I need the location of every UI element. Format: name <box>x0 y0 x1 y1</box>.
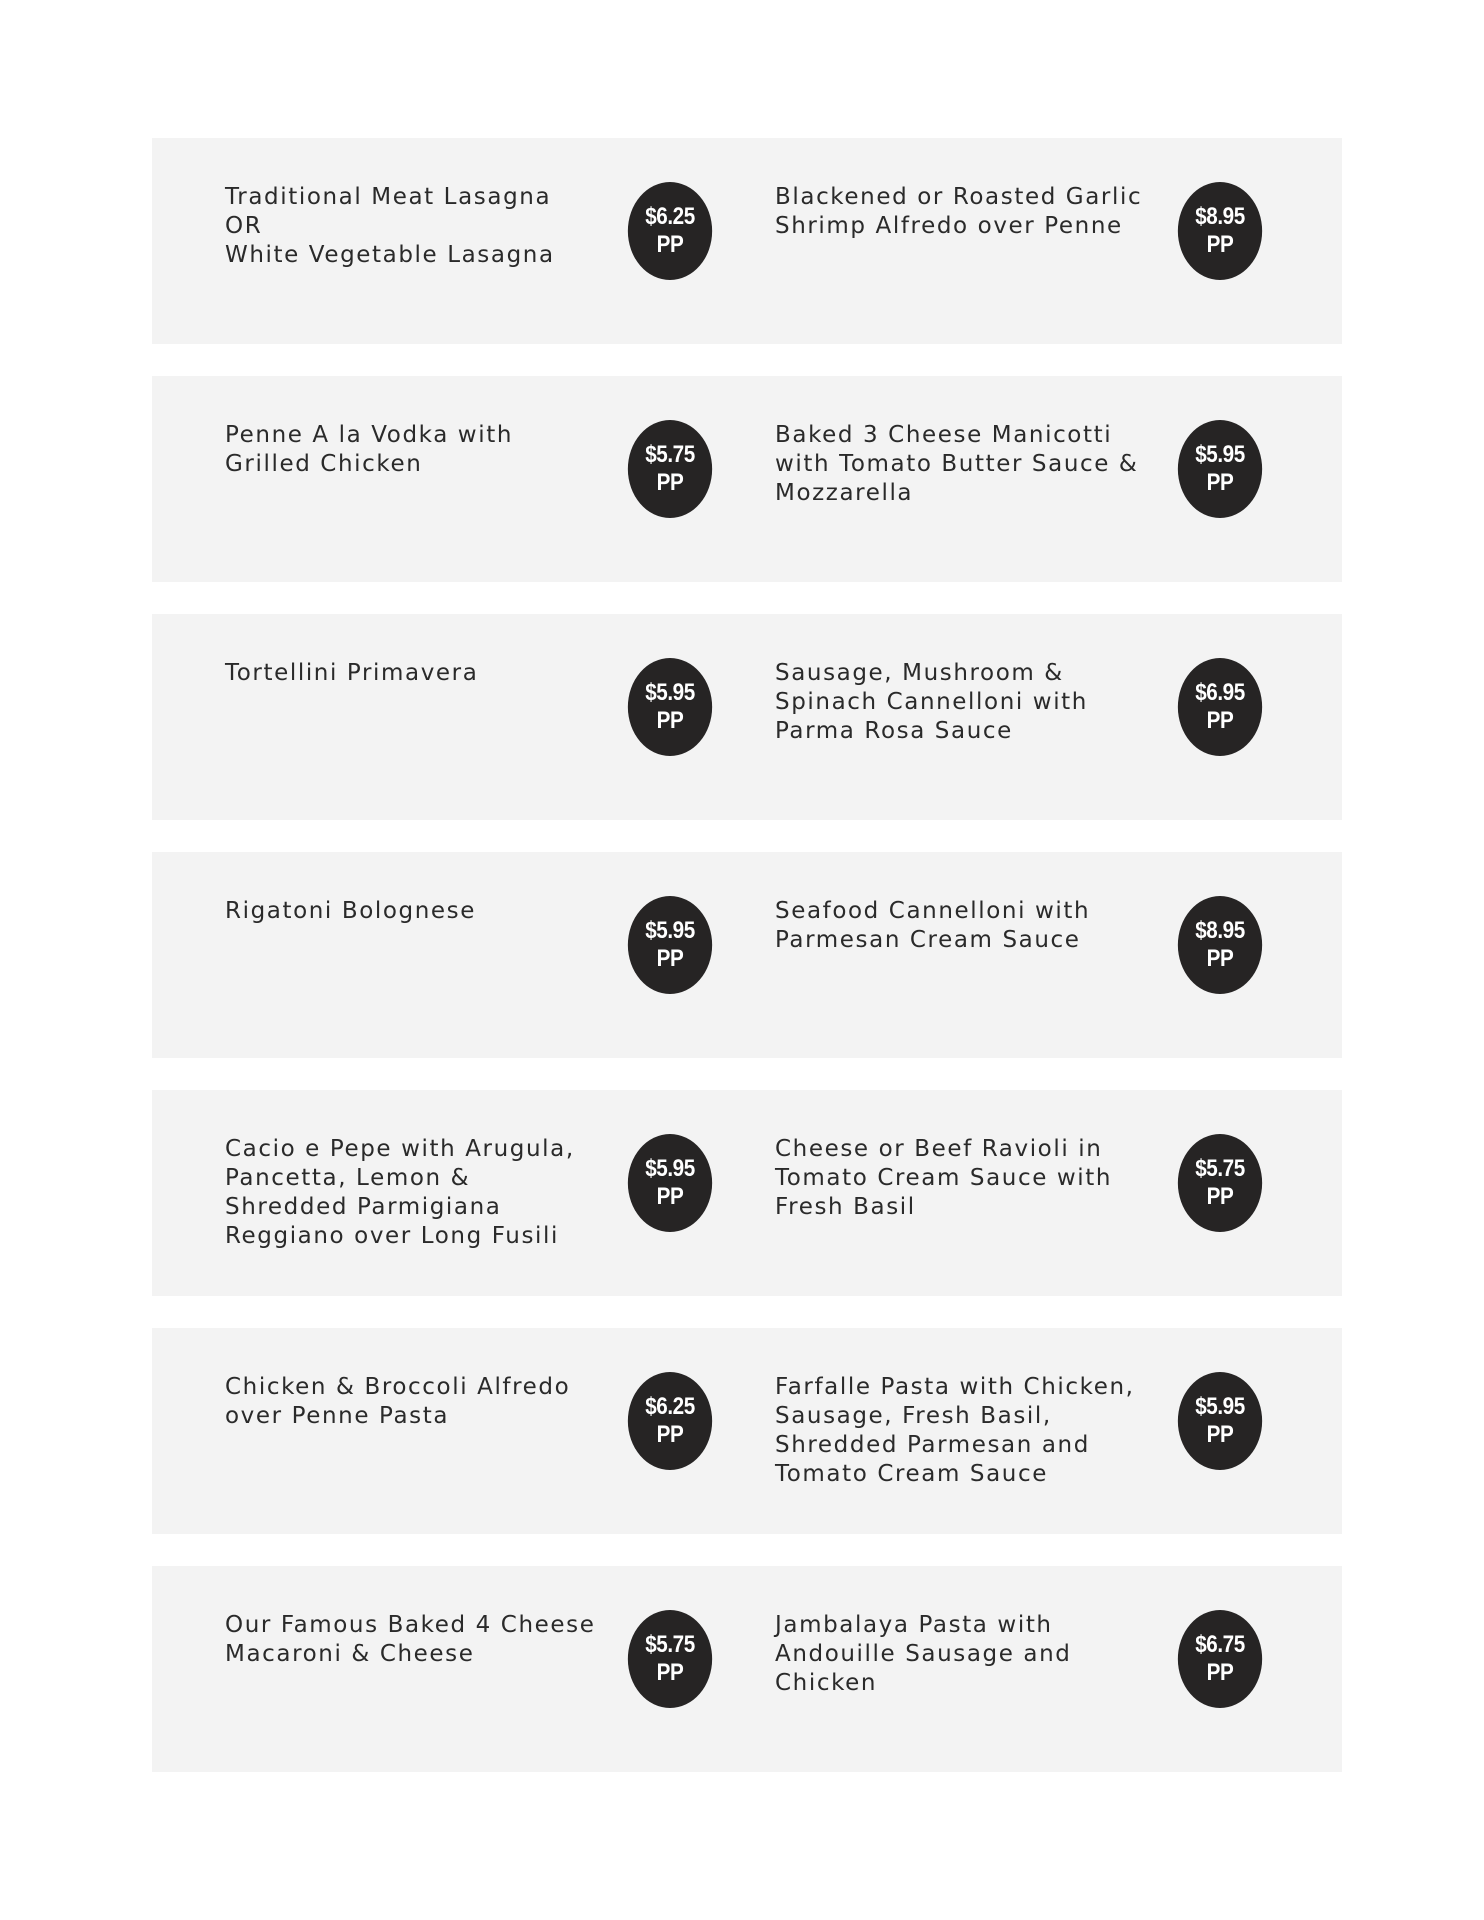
item-name: Farfalle Pasta with Chicken, Sausage, Fresh Basil, Shredded Parmesan and Tomato Cream Sauce <box>775 1374 1135 1487</box>
menu-item <box>152 614 747 820</box>
price-badge <box>628 896 712 994</box>
price-amount: $5.75 <box>645 441 695 468</box>
price-badge <box>628 1610 712 1708</box>
menu-item <box>702 1090 1342 1296</box>
price-unit: PP <box>656 1183 684 1210</box>
price-amount: $6.75 <box>1195 1631 1245 1658</box>
item-name: Cacio e Pepe with Arugula, Pancetta, Lemon & Shredded Parmigiana Reggiano over Long Fusili <box>225 1136 575 1249</box>
price-amount: $5.75 <box>645 1631 695 1658</box>
price-unit: PP <box>656 231 684 258</box>
menu-row <box>152 1328 1342 1534</box>
menu-item <box>702 376 1342 582</box>
price-amount: $6.25 <box>645 1393 695 1420</box>
menu-row <box>152 1090 1342 1296</box>
price-unit: PP <box>1206 1183 1234 1210</box>
menu-item <box>152 852 747 1058</box>
price-amount: $8.95 <box>1195 917 1245 944</box>
item-name: Seafood Cannelloni with Parmesan Cream Sauce <box>775 898 1091 953</box>
price-badge <box>628 420 712 518</box>
price-badge <box>628 658 712 756</box>
price-amount: $8.95 <box>1195 203 1245 230</box>
price-badge <box>1178 420 1262 518</box>
menu-item <box>702 138 1342 344</box>
price-badge <box>628 182 712 280</box>
item-name: Chicken & Broccoli Alfredo over Penne Pasta <box>225 1374 571 1429</box>
menu-item <box>702 614 1342 820</box>
price-badge <box>1178 896 1262 994</box>
price-amount: $5.75 <box>1195 1155 1245 1182</box>
menu-row <box>152 1566 1342 1772</box>
menu-item <box>152 138 747 344</box>
price-badge <box>1178 658 1262 756</box>
price-amount: $6.25 <box>645 203 695 230</box>
price-amount: $5.95 <box>645 917 695 944</box>
price-amount: $5.95 <box>645 679 695 706</box>
price-unit: PP <box>1206 469 1234 496</box>
price-badge <box>628 1372 712 1470</box>
price-unit: PP <box>1206 1421 1234 1448</box>
price-badge <box>1178 182 1262 280</box>
menu-row <box>152 376 1342 582</box>
menu-item <box>702 852 1342 1058</box>
item-name: Blackened or Roasted Garlic Shrimp Alfredo over Penne <box>775 184 1143 239</box>
item-name: Cheese or Beef Ravioli in Tomato Cream Sauce with Fresh Basil <box>775 1136 1113 1220</box>
item-name: Penne A la Vodka with Grilled Chicken <box>225 422 513 477</box>
price-unit: PP <box>656 707 684 734</box>
price-unit: PP <box>656 1421 684 1448</box>
price-badge <box>628 1134 712 1232</box>
price-unit: PP <box>1206 1659 1234 1686</box>
menu-item <box>152 1566 747 1772</box>
price-unit: PP <box>656 945 684 972</box>
item-name: Baked 3 Cheese Manicotti with Tomato Butter Sauce & Mozzarella <box>775 422 1139 506</box>
menu-item <box>152 1090 747 1296</box>
item-name: Rigatoni Bolognese <box>225 898 477 924</box>
item-name: Tortellini Primavera <box>225 660 479 686</box>
price-unit: PP <box>1206 945 1234 972</box>
price-unit: PP <box>656 1659 684 1686</box>
menu-row <box>152 614 1342 820</box>
menu-item <box>702 1328 1342 1534</box>
price-unit: PP <box>656 469 684 496</box>
menu-item <box>702 1566 1342 1772</box>
price-badge <box>1178 1610 1262 1708</box>
item-name: Sausage, Mushroom & Spinach Cannelloni with Parma Rosa Sauce <box>775 660 1088 744</box>
price-amount: $5.95 <box>1195 1393 1245 1420</box>
price-unit: PP <box>1206 231 1234 258</box>
price-badge <box>1178 1372 1262 1470</box>
price-amount: $5.95 <box>1195 441 1245 468</box>
item-name: Jambalaya Pasta with Andouille Sausage and Chicken <box>775 1612 1072 1696</box>
price-amount: $5.95 <box>645 1155 695 1182</box>
menu-list <box>152 138 1342 1772</box>
menu-item <box>152 376 747 582</box>
menu-item <box>152 1328 747 1534</box>
item-name: Traditional Meat Lasagna OR White Vegetable Lasagna <box>225 184 555 268</box>
menu-row <box>152 852 1342 1058</box>
price-badge <box>1178 1134 1262 1232</box>
menu-row <box>152 138 1342 344</box>
price-unit: PP <box>1206 707 1234 734</box>
item-name: Our Famous Baked 4 Cheese Macaroni & Cheese <box>225 1612 596 1667</box>
price-amount: $6.95 <box>1195 679 1245 706</box>
